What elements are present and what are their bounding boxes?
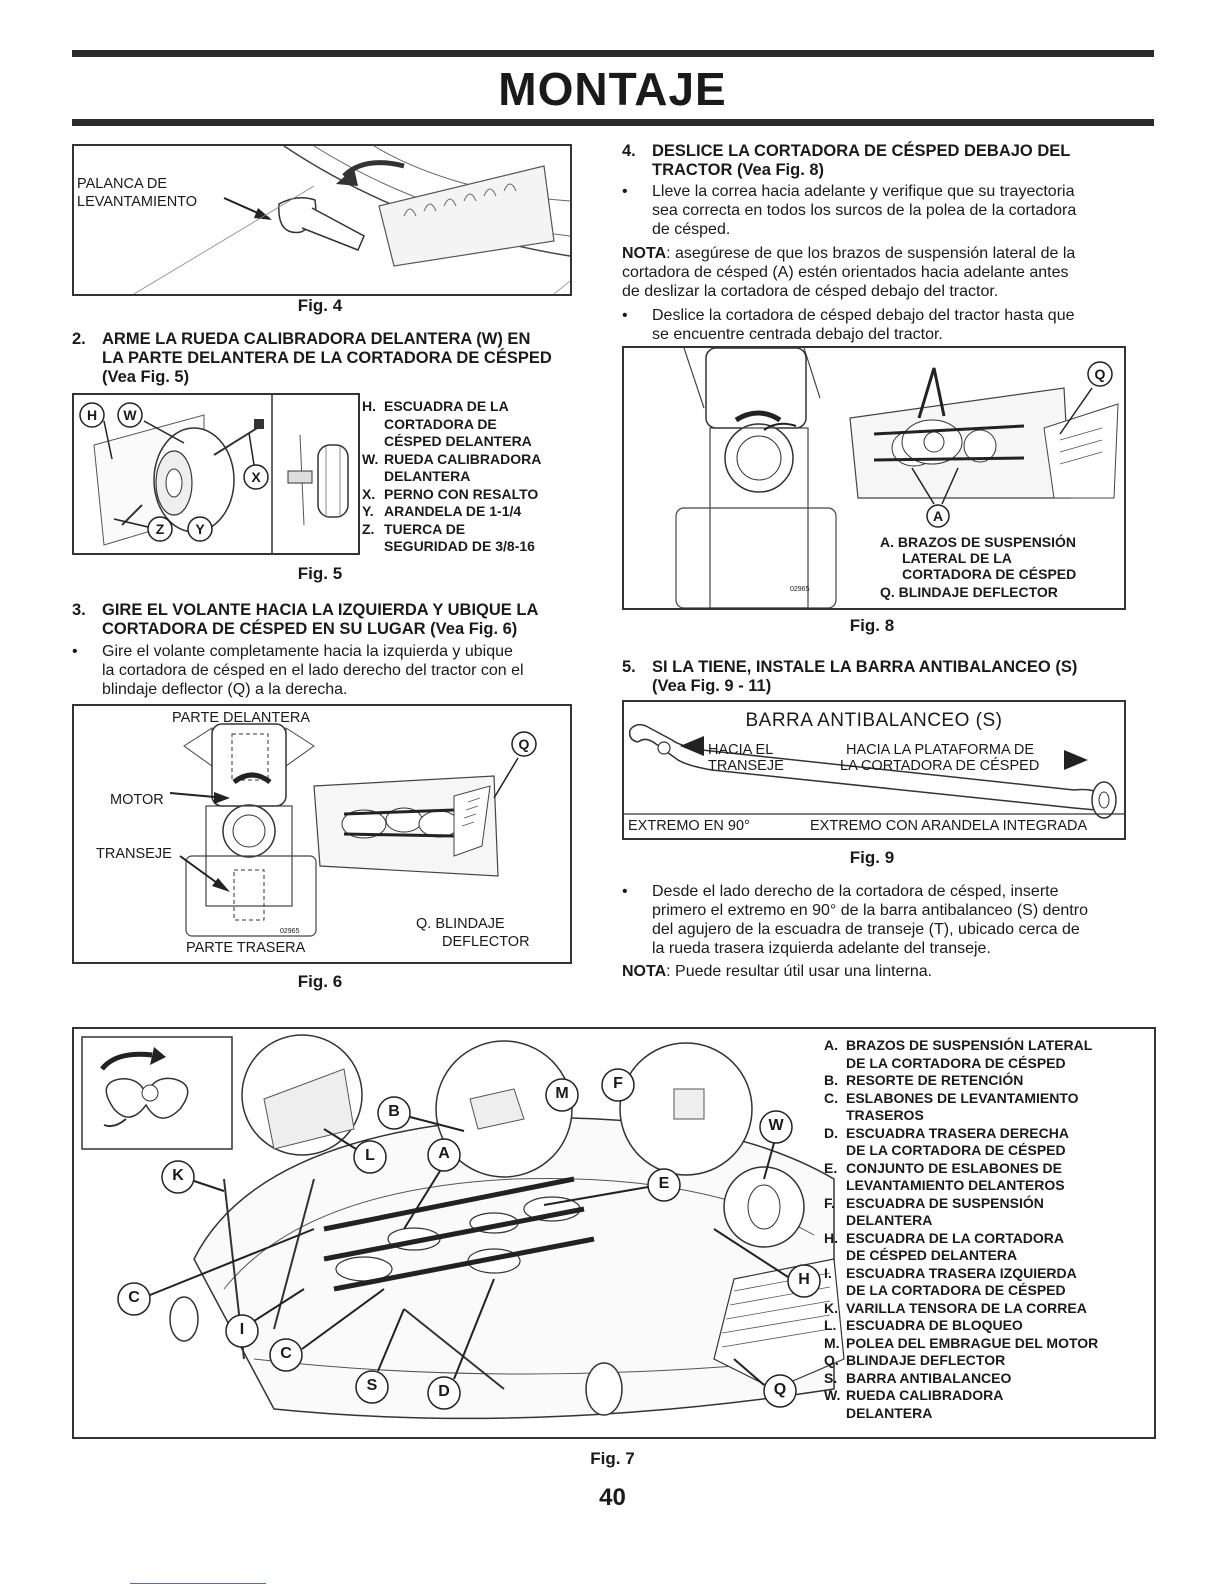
fig6-front-label: PARTE DELANTERA [172,710,311,726]
fig8-part-number: 02965 [790,586,810,593]
fig9-left-line1: HACIA EL [708,742,774,758]
fig6-motor-label: MOTOR [110,792,164,808]
step5-line2: (Vea Fig. 9 - 11) [652,677,772,695]
step3-bullet-line2: la cortadora de césped en el lado derecho del tractor con el [102,662,524,679]
fig7-legend-k: K. VARILLA TENSORA DE LA CORREA [824,1299,1087,1316]
step4-note-label: NOTA [622,245,667,262]
page-title: MONTAJE [498,63,727,115]
fig7-callout-l: L [365,1147,375,1164]
step2-number: 2. [72,330,86,348]
fig9-title: BARRA ANTIBALANCEO (S) [745,710,1003,731]
fig7-callout-a: A [438,1145,450,1162]
fig5-legend-w: W. RUEDA CALIBRADORA [362,450,542,467]
fig5-callout-w: W [123,407,137,423]
fig9-end-right: EXTREMO CON ARANDELA INTEGRADA [810,818,1088,834]
step2-line3: (Vea Fig. 5) [102,368,190,386]
fig8-callout-q: Q [1094,366,1106,382]
bottom-link-underline [130,1583,266,1584]
fig7-legend-m: M. POLEA DEL EMBRAGUE DEL MOTOR [824,1334,1099,1351]
fig7-legend-i: I. ESCUADRA TRASERA IZQUIERDA [824,1264,1077,1281]
step5-bullet-line2: primero el extremo en 90° de la barra antibalanceo (S) dentro [652,902,1088,919]
fig7-callout-f: F [613,1075,623,1092]
fig5-callout-y: Y [195,521,205,537]
step4-bullet2: • Deslice la cortadora de césped debajo del tractor hasta que se encuentre centrada debajo del tractor. [622,306,1132,344]
fig7-legend-b: B. RESORTE DE RETENCIÓN [824,1072,1024,1088]
top-rule [72,50,1154,57]
step4-bullet2-line2: se encuentre centrada debajo del tractor. [652,326,943,343]
step5-bullet: • Desde el lado derecho de la cortadora de césped, inserte primero el extremo en 90° de la barra antibalanceo (S) dentro del agujero de la escuadra de transeje (T), ubicado cerca de la rueda trasera izquierda adelante del transeje. [622,882,1132,958]
step3-line1: GIRE EL VOLANTE HACIA LA IZQUIERDA Y UBIQUE LA [102,601,539,619]
step4-note [622,244,1132,301]
fig7-callout-w: W [768,1117,784,1134]
step4-bullet1-line2: sea correcta en todos los surcos de la polea de la cortadora [652,202,1077,219]
fig9-left-line2: TRANSEJE [708,758,784,774]
fig7-legend-q: Q. BLINDAJE DEFLECTOR [824,1352,1006,1368]
step5-line1: SI LA TIENE, INSTALE LA BARRA ANTIBALANCEO (S) [652,658,1078,676]
fig6-callout-q: Q [518,736,530,752]
fig6-rear-label: PARTE TRASERA [186,940,306,956]
fig7-callout-k: K [172,1167,184,1184]
fig5-legend-z-l2: SEGURIDAD DE 3/8-16 [384,538,535,554]
fig4-label-line2: LEVANTAMIENTO [77,194,198,210]
fig7-legend-a-l2: DE LA CORTADORA DE CÉSPED [846,1054,1066,1071]
fig4-label-line1: PALANCA DE [77,176,167,192]
fig7-legend-w: W. RUEDA CALIBRADORA [824,1387,1004,1403]
fig6-part-number: 02965 [280,928,300,935]
step5-bullet-line3: del agujero de la escuadra de transeje (T), ubicado cerca de [652,921,1080,938]
fig9-right-line1: HACIA LA PLATAFORMA DE [846,742,1035,758]
step4-note-line3: de deslizar la cortadora de césped debajo del tractor. [622,283,999,300]
fig7-legend-d: D. ESCUADRA TRASERA DERECHA [824,1124,1069,1141]
step3-number: 3. [72,601,86,619]
step5-number: 5. [622,658,636,676]
step5-note [622,962,1132,981]
page-number: 40 [599,1484,626,1511]
fig4-caption: Fig. 4 [297,296,343,315]
fig7-callout-d: D [438,1383,450,1400]
step2-line1: ARME LA RUEDA CALIBRADORA DELANTERA (W) EN [102,330,531,348]
fig7-callout-q: Q [773,1381,787,1398]
fig7-legend-f-l2: DELANTERA [846,1212,933,1228]
fig5-illustration [72,393,360,555]
fig7-callout-h: H [798,1271,810,1288]
fig5-legend [362,398,577,556]
step4-heading [622,142,1132,180]
step3-bullet-line1: Gire el volante completamente hacia la izquierda y ubique [102,643,513,660]
fig9-illustration [622,700,1126,840]
step4-note-line2: cortadora de césped (A) estén orientados hacia adelante antes [622,264,1069,281]
fig7-legend-c-l2: TRASEROS [846,1107,924,1123]
fig7-legend-s: S. BARRA ANTIBALANCEO [824,1369,1012,1386]
fig8-legend-a-line2: LATERAL DE LA [902,550,1012,566]
fig7-legend-h-l2: DE CÉSPED DELANTERA [846,1247,1018,1263]
fig9-right-line2: LA CORTADORA DE CÉSPED [840,758,1040,774]
step4-line2: TRACTOR (Vea Fig. 8) [652,161,825,179]
bottom-rule [72,119,1154,126]
fig7-legend-l: L. ESCUADRA DE BLOQUEO [824,1317,1023,1333]
fig7-callout-b: B [388,1103,400,1120]
fig7-callout-c2: C [280,1345,292,1362]
fig6-q-line2: DEFLECTOR [442,934,530,950]
fig5-legend-x: X. PERNO CON RESALTO [362,485,539,502]
fig6-illustration [72,704,572,964]
fig8-legend-a-line3: CORTADORA DE CÉSPED [902,566,1077,582]
fig9-end-left: EXTREMO EN 90° [628,818,750,834]
step2-line2: LA PARTE DELANTERA DE LA CORTADORA DE CÉSPED [102,349,552,367]
fig7-legend-a: A. BRAZOS DE SUSPENSIÓN LATERAL [824,1037,1093,1053]
fig7-illustration [72,1027,1156,1439]
fig7-legend-h: H. ESCUADRA DE LA CORTADORA [824,1229,1065,1246]
fig8-illustration [622,346,1126,610]
fig4-illustration [72,144,572,296]
fig7-legend [824,1037,1154,1422]
step4-bullet1-line3: de césped. [652,221,731,238]
fig7-callout-m: M [555,1085,569,1102]
fig7-legend-d-l2: DE LA CORTADORA DE CÉSPED [846,1142,1066,1158]
step3-heading [72,601,572,639]
fig5-legend-w-l2: DELANTERA [384,468,471,484]
fig7-callout-e: E [658,1175,670,1192]
step4-bullet1-line1: Lleve la correa hacia adelante y verifique que su trayectoria [652,183,1075,200]
step4-number: 4. [622,142,636,160]
step4-line1: DESLICE LA CORTADORA DE CÉSPED DEBAJO DEL [652,142,1071,160]
fig7-callout-s: S [366,1377,378,1394]
fig8-caption: Fig. 8 [849,616,895,635]
fig7-caption: Fig. 7 [590,1449,635,1468]
fig7-legend-e: E. CONJUNTO DE ESLABONES DE [824,1159,1062,1176]
fig7-legend-c: C. ESLABONES DE LEVANTAMIENTO [824,1089,1079,1106]
fig8-legend-a-line1: A. BRAZOS DE SUSPENSIÓN [880,534,1077,550]
fig5-callouts [74,395,358,553]
fig7-legend-i-l2: DE LA CORTADORA DE CÉSPED [846,1282,1066,1298]
fig7-callout-c1: C [128,1289,140,1306]
fig5-legend-h-l3: CÉSPED DELANTERA [384,433,532,449]
fig9-caption: Fig. 9 [849,848,895,867]
fig5-legend-y: Y. ARANDELA DE 1-1/4 [362,503,522,519]
fig7-legend-e-l2: LEVANTAMIENTO DELANTEROS [846,1177,1065,1193]
fig5-caption: Fig. 5 [297,564,343,583]
fig5-legend-z: Z. TUERCA DE [362,520,466,537]
fig7-legend-f: F. ESCUADRA DE SUSPENSIÓN [824,1194,1044,1211]
fig4-drawing [74,146,570,294]
step4-bullet1: • Lleve la correa hacia adelante y verifique que su trayectoria sea correcta en todos los surcos de la polea de la cortadora de césped. [622,182,1132,239]
fig5-legend-h: H. ESCUADRA DE LA [362,398,509,414]
step4-bullet2-line1: Deslice la cortadora de césped debajo del tractor hasta que [652,307,1075,324]
step5-bullet-line1: Desde el lado derecho de la cortadora de césped, inserte [652,883,1059,900]
step3-line2: CORTADORA DE CÉSPED EN SU LUGAR (Vea Fig. 6) [102,620,518,638]
step3-bullet: • Gire el volante completamente hacia la izquierda y ubique la cortadora de césped en el lado derecho del tractor con el blindaje deflector (Q) a la derecha. [72,642,572,699]
fig6-q-line1: Q. BLINDAJE [416,916,505,932]
fig5-callout-h: H [86,407,98,423]
step5-note-label: NOTA [622,963,667,980]
step3-bullet-line3: blindaje deflector (Q) a la derecha. [102,681,348,698]
step5-bullet-line4: la rueda trasera izquierda adelante del transeje. [652,940,991,957]
fig5-legend-h-l2: CORTADORA DE [384,415,497,432]
step2-heading [72,330,572,387]
step5-heading [622,658,1132,696]
step4-note-line1: : asegúrese de que los brazos de suspensión lateral de la [666,245,1076,262]
fig6-caption: Fig. 6 [297,972,343,991]
fig8-legend-q: Q. BLINDAJE DEFLECTOR [880,584,1058,600]
fig8-callout-a: A [932,508,944,524]
step5-note-text: : Puede resultar útil usar una linterna. [666,963,933,980]
fig5-callout-x: X [251,469,261,485]
fig5-callout-z: Z [155,521,165,537]
fig6-transeje-label: TRANSEJE [96,846,172,862]
fig7-callout-i: I [239,1321,245,1338]
fig7-legend-w-l2: DELANTERA [846,1404,933,1421]
